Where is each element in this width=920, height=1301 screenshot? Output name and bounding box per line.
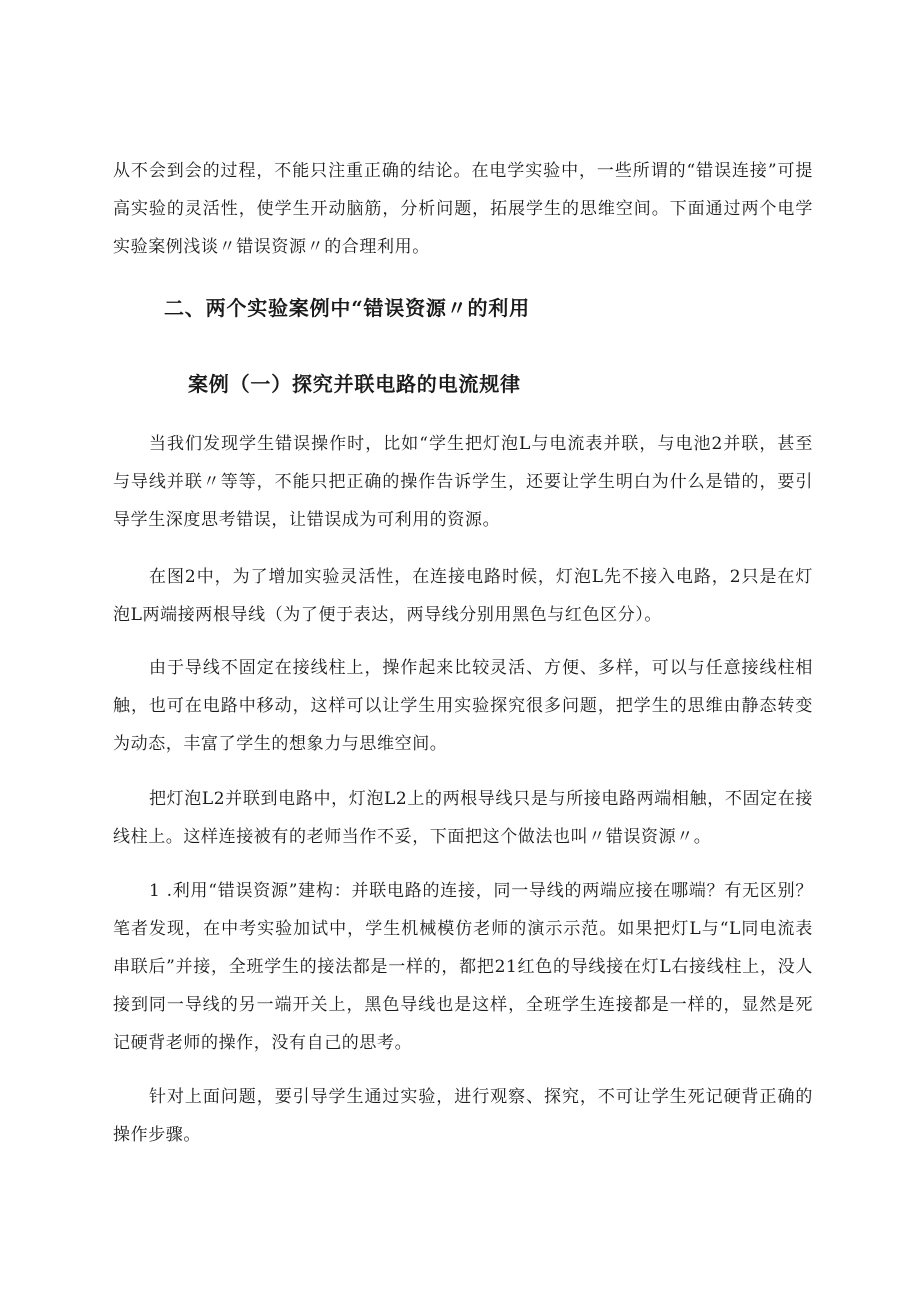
paragraph-parallel-l2: 把灯泡L2并联到电路中，灯泡L2上的两根导线只是与所接电路两端相触，不固定在接线柱上。这样连接被有的老师当作不妥，下面把这个做法也叫〃错误资源〃。: [113, 789, 813, 847]
section-heading: 二、两个实验案例中“错误资源〃的利用: [164, 296, 530, 320]
paragraph-error-operation: 当我们发现学生错误操作时，比如“学生把灯泡L与电流表并联，与电池2并联，甚至与导线并联〃等等，不能只把正确的操作告诉学生，还要让学生明白为什么是错的，要引导学生深度思考错误，让错误成为可利用的资源。: [113, 434, 813, 530]
paragraph-intro: 从不会到会的过程，不能只注重正确的结论。在电学实验中，一些所谓的“错误连接”可提高实验的灵活性，使学生开动脑筋，分析问题，拓展学生的思维空间。下面通过两个电学实验案例浅谈〃错误资源〃的合理利用。: [113, 161, 813, 257]
paragraph-guidance: 针对上面问题，要引导学生通过实验，进行观察、探究，不可让学生死记硬背正确的操作步骤。: [113, 1087, 813, 1145]
paragraph-figure2: 在图2中，为了增加实验灵活性，在连接电路时候，灯泡L先不接入电路，2只是在灯泡L两端接两根导线（为了便于表达，两导线分别用黑色与红色区分）。: [113, 567, 813, 625]
paragraph-flexible-wires: 由于导线不固定在接线柱上，操作起来比较灵活、方便、多样，可以与任意接线柱相触，也可在电路中移动，这样可以让学生用实验探究很多问题，把学生的思维由静态转变为动态，丰富了学生的想象力与思维空间。: [113, 658, 813, 754]
case-heading: 案例（一）探究并联电路的电流规律: [188, 372, 521, 396]
paragraph-construction: 1 .利用“错误资源”建构：并联电路的连接，同一导线的两端应接在哪端？有无区别？笔者发现，在中考实验加试中，学生机械模仿老师的演示示范。如果把灯L与“L同电流表串联后”并接，全班学生的接法都是一样的，都把21红色的导线接在灯L右接线柱上，没人接到同一导线的另一端开关上，黑色导线也是这样，全班学生连接都是一样的，显然是死记硬背老师的操作，没有自己的思考。: [113, 881, 813, 1053]
